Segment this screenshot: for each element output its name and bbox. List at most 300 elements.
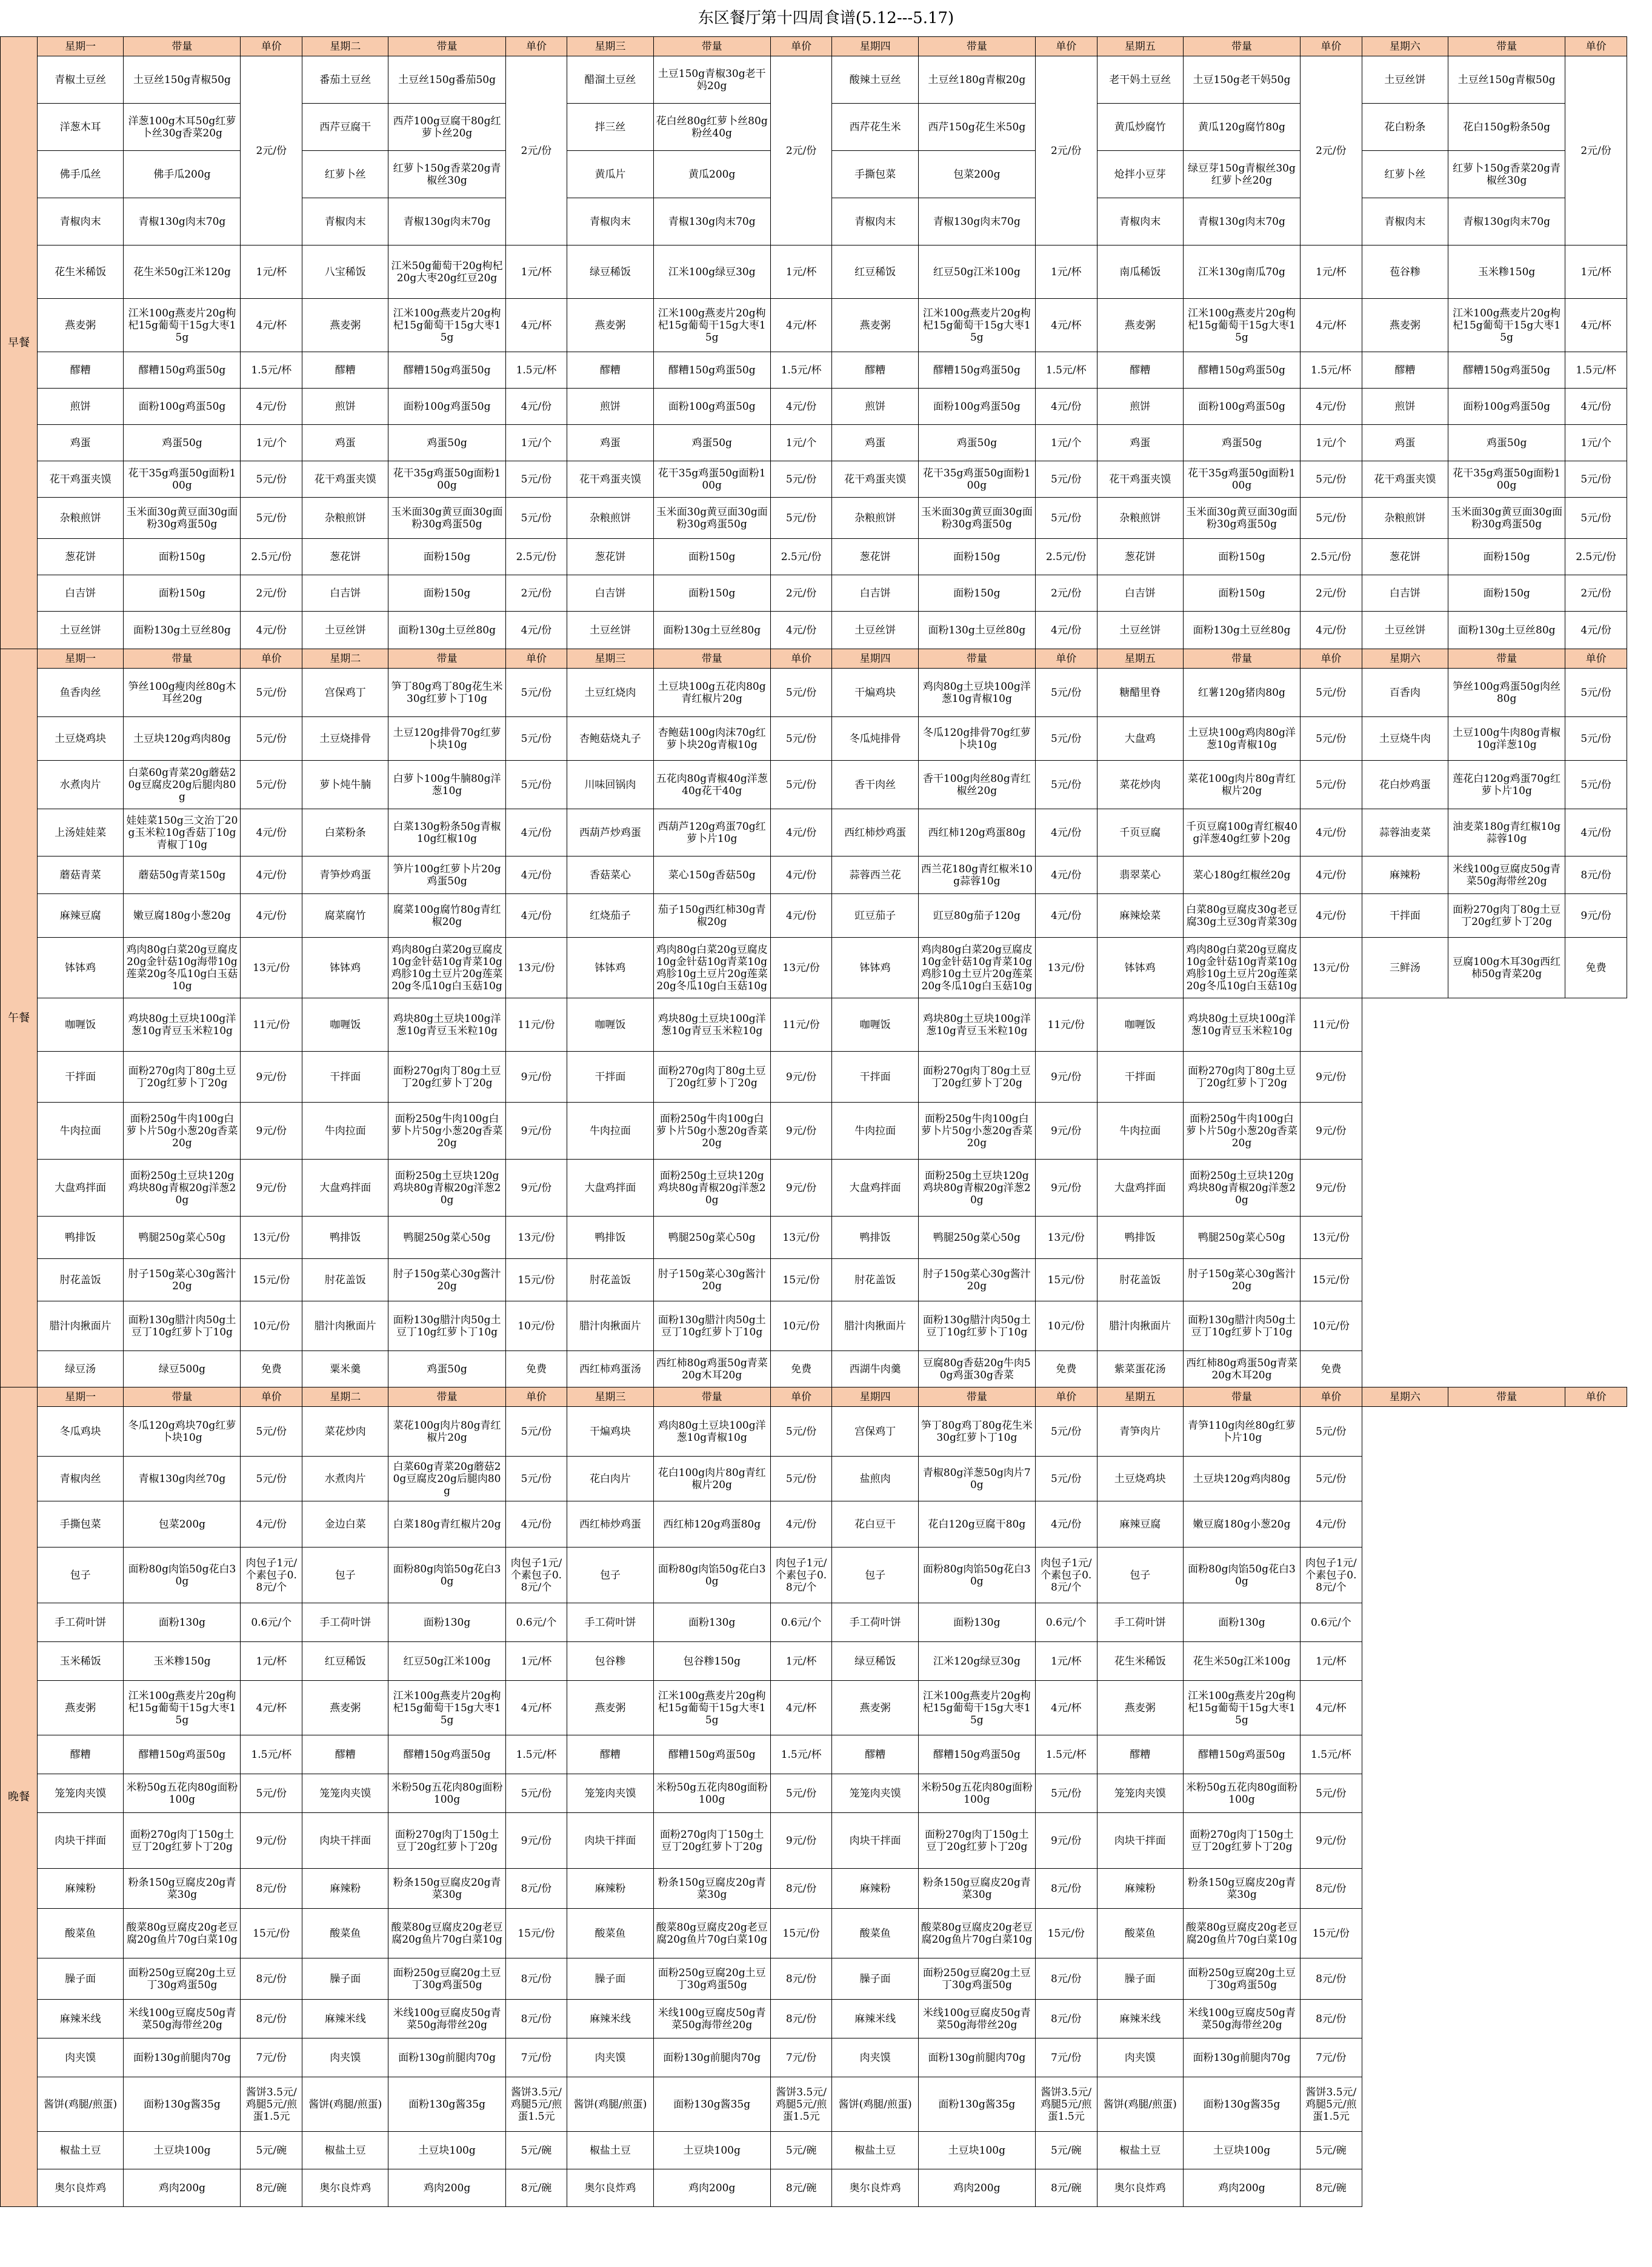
table-cell: 鸡蛋50g <box>388 1351 505 1387</box>
table-row <box>1 245 1627 299</box>
table-cell: 9元/份 <box>1035 1160 1097 1217</box>
table-cell: 醪糟150g鸡蛋50g <box>388 352 505 389</box>
column-header: 带量 <box>1183 37 1300 56</box>
table-cell: 9元/份 <box>1301 1813 1362 1869</box>
table-cell: 鸭排饭 <box>567 1217 653 1259</box>
table-cell: 4元/份 <box>770 809 832 856</box>
table-cell: 糖醋里脊 <box>1097 669 1183 717</box>
table-cell: 9元/份 <box>1301 1160 1362 1217</box>
table-cell: 面粉250g土豆块120g鸡块80g青椒20g洋葱20g <box>124 1160 241 1217</box>
table-cell: 手工荷叶饼 <box>567 1603 653 1642</box>
table-cell: 土豆烧排骨 <box>302 717 388 761</box>
table-cell: 冬瓜炖排骨 <box>832 717 918 761</box>
table-cell: 5元/份 <box>770 498 832 539</box>
table-cell: 5元/份 <box>770 1457 832 1501</box>
column-header: 带量 <box>388 37 505 56</box>
table-cell: 免费 <box>1565 938 1627 998</box>
table-cell: 13元/份 <box>1035 938 1097 998</box>
table-cell: 1元/杯 <box>1565 245 1627 299</box>
table-cell: 9元/份 <box>241 1160 302 1217</box>
table-cell: 干拌面 <box>1362 894 1448 938</box>
table-cell: 鱼香肉丝 <box>38 669 124 717</box>
table-cell: 酱饼3.5元/鸡腿5元/煎蛋1.5元 <box>241 2077 302 2132</box>
table-cell: 面粉130g <box>653 1603 770 1642</box>
table-cell: 葱花饼 <box>302 539 388 575</box>
table-cell: 2元/份 <box>1565 575 1627 612</box>
table-cell: 4元/份 <box>241 856 302 894</box>
table-cell: 15元/份 <box>241 1259 302 1301</box>
table-cell: 8元/份 <box>505 1869 567 1909</box>
table-cell: 麻辣粉 <box>302 1869 388 1909</box>
table-cell: 酱饼(鸡腿/煎蛋) <box>302 2077 388 2132</box>
table-cell: 1元/杯 <box>1035 245 1097 299</box>
table-cell: 手工荷叶饼 <box>832 1603 918 1642</box>
table-cell: 翡翠菜心 <box>1097 856 1183 894</box>
table-cell: 13元/份 <box>1301 1217 1362 1259</box>
column-header: 单价 <box>241 37 302 56</box>
table-cell: 杂粮煎饼 <box>1097 498 1183 539</box>
table-cell: 5元/份 <box>770 1407 832 1457</box>
table-cell: 醪糟 <box>832 1735 918 1774</box>
table-cell: 肉夹馍 <box>302 2038 388 2077</box>
table-cell: 麻辣粉 <box>1097 1869 1183 1909</box>
column-header: 单价 <box>505 649 567 669</box>
table-cell: 9元/份 <box>770 1160 832 1217</box>
table-cell: 0.6元/个 <box>505 1603 567 1642</box>
table-cell: 花白120g豆腐干80g <box>918 1501 1035 1548</box>
table-cell: 肉块干拌面 <box>1097 1813 1183 1869</box>
table-cell: 5元/份 <box>1035 1774 1097 1813</box>
table-cell: 紫菜蛋花汤 <box>1097 1351 1183 1387</box>
table-cell: 9元/份 <box>1035 1813 1097 1869</box>
table-cell: 肘子150g菜心30g酱汁20g <box>124 1259 241 1301</box>
table-cell: 宫保鸡丁 <box>832 1407 918 1457</box>
empty-cell <box>1362 998 1627 1351</box>
table-cell: 15元/份 <box>1035 1909 1097 1958</box>
table-cell: 佛手瓜丝 <box>38 151 124 198</box>
table-cell: 大盘鸡拌面 <box>302 1160 388 1217</box>
table-cell: 面粉250g牛肉100g白萝卜片50g小葱20g香菜20g <box>388 1103 505 1160</box>
table-cell: 青椒130g肉末70g <box>1448 198 1565 245</box>
table-cell: 干拌面 <box>567 1052 653 1103</box>
table-cell: 面粉270g肉丁80g土豆丁20g红萝卜丁20g <box>918 1052 1035 1103</box>
column-header: 星期五 <box>1097 1387 1183 1407</box>
table-cell: 燕麦粥 <box>38 299 124 352</box>
table-cell: 5元/碗 <box>505 2132 567 2169</box>
table-cell: 五花肉80g青椒40g洋葱40g花干40g <box>653 761 770 809</box>
table-cell: 4元/份 <box>1301 809 1362 856</box>
table-cell: 9元/份 <box>1565 894 1627 938</box>
table-cell: 醪糟150g鸡蛋50g <box>918 1735 1035 1774</box>
table-row <box>1 425 1627 461</box>
table-cell: 江米100g燕麦片20g枸杞15g葡萄干15g大枣15g <box>653 1681 770 1735</box>
table-cell: 红萝卜丝 <box>302 151 388 198</box>
table-cell: 鸭排饭 <box>832 1217 918 1259</box>
table-cell: 面粉130g土豆丝80g <box>1448 612 1565 649</box>
table-cell: 1元/个 <box>1035 425 1097 461</box>
table-cell: 椒盐土豆 <box>832 2132 918 2169</box>
table-cell: 鸭腿250g菜心50g <box>124 1217 241 1259</box>
table-cell: 面粉270g肉丁150g土豆丁20g红萝卜丁20g <box>653 1813 770 1869</box>
table-cell: 酸菜鱼 <box>38 1909 124 1958</box>
table-cell: 包谷糁 <box>567 1642 653 1681</box>
table-cell: 臊子面 <box>1097 1958 1183 2000</box>
table-cell: 包菜200g <box>918 151 1035 198</box>
table-cell: 八宝稀饭 <box>302 245 388 299</box>
table-cell: 鸡块80g土豆块100g洋葱10g青豆玉米粒10g <box>918 998 1035 1052</box>
table-cell: 8元/份 <box>505 1958 567 2000</box>
table-cell: 鸡蛋 <box>1362 425 1448 461</box>
table-cell: 洋葱木耳 <box>38 104 124 151</box>
table-cell: 鸡蛋50g <box>124 425 241 461</box>
table-cell: 面粉130g酱35g <box>388 2077 505 2132</box>
table-cell: 土豆块100g <box>124 2132 241 2169</box>
table-cell: 上汤娃娃菜 <box>38 809 124 856</box>
table-cell: 4元/杯 <box>241 1681 302 1735</box>
table-cell: 麻辣粉 <box>567 1869 653 1909</box>
table-cell: 肘花盖饭 <box>567 1259 653 1301</box>
table-cell: 腊汁肉揪面片 <box>567 1301 653 1351</box>
table-cell: 酸菜80g豆腐皮20g老豆腐20g鱼片70g白菜10g <box>1183 1909 1300 1958</box>
table-cell: 燕麦粥 <box>567 1681 653 1735</box>
table-cell: 5元/份 <box>1301 498 1362 539</box>
table-row <box>1 352 1627 389</box>
table-cell: 黄瓜200g <box>653 151 770 198</box>
table-cell: 0.6元/个 <box>241 1603 302 1642</box>
table-cell: 干拌面 <box>1097 1052 1183 1103</box>
table-cell: 绿豆稀饭 <box>567 245 653 299</box>
table-cell: 红豆50g江米100g <box>918 245 1035 299</box>
table-cell: 醪糟 <box>567 1735 653 1774</box>
table-cell: 醪糟150g鸡蛋50g <box>653 1735 770 1774</box>
table-row <box>1 299 1627 352</box>
table-cell: 玉米面30g黄豆面30g面粉30g鸡蛋50g <box>388 498 505 539</box>
table-cell: 花干35g鸡蛋50g面粉100g <box>918 461 1035 498</box>
column-header: 单价 <box>1035 37 1097 56</box>
table-cell: 白吉饼 <box>567 575 653 612</box>
table-cell: 酱饼3.5元/鸡腿5元/煎蛋1.5元 <box>505 2077 567 2132</box>
table-cell: 8元/碗 <box>770 2169 832 2207</box>
table-cell: 土豆块100g <box>918 2132 1035 2169</box>
table-cell: 西红柿120g鸡蛋80g <box>918 809 1035 856</box>
table-cell: 面粉100g鸡蛋50g <box>1183 389 1300 425</box>
table-cell: 10元/份 <box>1035 1301 1097 1351</box>
column-header: 单价 <box>1301 1387 1362 1407</box>
table-cell: 1元/杯 <box>505 245 567 299</box>
table-cell: 15元/份 <box>1301 1259 1362 1301</box>
table-cell: 面粉130g前腿肉70g <box>1183 2038 1300 2077</box>
table-cell: 1元/杯 <box>1035 1642 1097 1681</box>
table-cell: 花白丝80g红萝卜丝80g粉丝40g <box>653 104 770 151</box>
table-cell: 8元/份 <box>241 2000 302 2038</box>
table-cell: 玉米面30g黄豆面30g面粉30g鸡蛋50g <box>1183 498 1300 539</box>
table-cell: 面粉130g酱35g <box>124 2077 241 2132</box>
column-header: 单价 <box>1035 1387 1097 1407</box>
table-cell: 13元/份 <box>505 938 567 998</box>
table-cell: 土豆丝150g青椒50g <box>1448 56 1565 104</box>
table-cell: 鸭腿250g菜心50g <box>1183 1217 1300 1259</box>
table-cell: 白吉饼 <box>1362 575 1448 612</box>
table-cell: 鸡肉80g白菜20g豆腐皮10g金针菇10g青菜10g鸡胗10g土豆片20g莲菜20g冬瓜10g白玉菇10g <box>388 938 505 998</box>
table-cell: 土豆150g老干妈50g <box>1183 56 1300 104</box>
table-cell: 4元/份 <box>1035 809 1097 856</box>
table-cell: 肉夹馍 <box>38 2038 124 2077</box>
table-cell: 玉米稀饭 <box>38 1642 124 1681</box>
table-cell: 2元/份 <box>770 56 832 245</box>
table-cell: 杂粮煎饼 <box>38 498 124 539</box>
table-cell: 8元/份 <box>1035 2000 1097 2038</box>
table-cell: 醪糟 <box>38 352 124 389</box>
table-cell: 5元/份 <box>1301 1774 1362 1813</box>
table-cell: 酸菜80g豆腐皮20g老豆腐20g鱼片70g白菜10g <box>124 1909 241 1958</box>
table-cell: 米线100g豆腐皮50g青菜50g海带丝20g <box>918 2000 1035 2038</box>
table-cell: 椒盐土豆 <box>567 2132 653 2169</box>
table-cell: 包子 <box>567 1548 653 1603</box>
table-cell: 牛肉拉面 <box>567 1103 653 1160</box>
table-cell: 江米100g燕麦片20g枸杞15g葡萄干15g大枣15g <box>388 1681 505 1735</box>
table-cell: 免费 <box>1301 1351 1362 1387</box>
table-cell: 笼笼肉夹馍 <box>567 1774 653 1813</box>
table-cell: 5元/份 <box>770 1774 832 1813</box>
table-cell: 豆腐80g香菇20g牛肉50g鸡蛋30g香菜 <box>918 1351 1035 1387</box>
table-cell: 15元/份 <box>505 1259 567 1301</box>
table-cell: 8元/碗 <box>1301 2169 1362 2207</box>
table-cell: 青椒130g肉丝70g <box>124 1457 241 1501</box>
table-cell: 面粉130g <box>918 1603 1035 1642</box>
table-cell: 土豆丝180g青椒20g <box>918 56 1035 104</box>
table-cell: 绿豆汤 <box>38 1351 124 1387</box>
table-cell: 面粉150g <box>1183 539 1300 575</box>
table-cell: 面粉250g土豆块120g鸡块80g青椒20g洋葱20g <box>918 1160 1035 1217</box>
table-cell: 5元/份 <box>1035 669 1097 717</box>
table-cell: 青椒肉末 <box>38 198 124 245</box>
table-cell: 笼笼肉夹馍 <box>38 1774 124 1813</box>
table-cell: 4元/份 <box>770 1501 832 1548</box>
table-cell: 醪糟 <box>302 1735 388 1774</box>
table-cell: 老干妈土豆丝 <box>1097 56 1183 104</box>
table-cell: 鸡块80g土豆块100g洋葱10g青豆玉米粒10g <box>1183 998 1300 1052</box>
table-cell: 2元/份 <box>505 575 567 612</box>
table-cell: 麻辣米线 <box>38 2000 124 2038</box>
table-cell: 江米100g燕麦片20g枸杞15g葡萄干15g大枣15g <box>1183 299 1300 352</box>
table-cell: 菜心150g香菇50g <box>653 856 770 894</box>
table-cell: 鸭腿250g菜心50g <box>918 1217 1035 1259</box>
table-cell: 4元/份 <box>1035 1501 1097 1548</box>
table-cell: 1.5元/杯 <box>1301 352 1362 389</box>
table-cell: 西红柿80g鸡蛋50g青菜20g木耳20g <box>653 1351 770 1387</box>
table-cell: 白菜粉条 <box>302 809 388 856</box>
table-cell: 手工荷叶饼 <box>302 1603 388 1642</box>
table-cell: 麻辣粉 <box>38 1869 124 1909</box>
table-cell: 1元/杯 <box>770 1642 832 1681</box>
table-cell: 花白肉片 <box>567 1457 653 1501</box>
table-cell: 8元/份 <box>1035 1869 1097 1909</box>
table-cell: 花生米50g江米120g <box>124 245 241 299</box>
table-cell: 豇豆茄子 <box>832 894 918 938</box>
table-cell: 面粉130g土豆丝80g <box>1183 612 1300 649</box>
table-cell: 手撕包菜 <box>38 1501 124 1548</box>
table-cell: 蒜蓉西兰花 <box>832 856 918 894</box>
column-header: 带量 <box>653 649 770 669</box>
table-cell: 青椒130g肉末70g <box>388 198 505 245</box>
table-cell: 肘子150g菜心30g酱汁20g <box>653 1259 770 1301</box>
table-cell: 绿豆稀饭 <box>832 1642 918 1681</box>
table-cell: 千页豆腐 <box>1097 809 1183 856</box>
table-cell: 红豆50g江米100g <box>388 1642 505 1681</box>
table-cell: 嫩豆腐180g小葱20g <box>1183 1501 1300 1548</box>
table-cell: 牛肉拉面 <box>1097 1103 1183 1160</box>
table-cell: 杂粮煎饼 <box>1362 498 1448 539</box>
table-cell: 13元/份 <box>770 938 832 998</box>
table-cell: 面粉80g肉馅50g花白30g <box>124 1548 241 1603</box>
column-header: 带量 <box>1448 1387 1565 1407</box>
table-cell: 土豆块100g <box>388 2132 505 2169</box>
table-cell: 笋丁80g鸡丁80g花生米30g红萝卜丁10g <box>918 1407 1035 1457</box>
table-cell: 面粉250g牛肉100g白萝卜片50g小葱20g香菜20g <box>653 1103 770 1160</box>
table-cell: 10元/份 <box>505 1301 567 1351</box>
table-cell: 川味回锅肉 <box>567 761 653 809</box>
table-cell: 盐煎肉 <box>832 1457 918 1501</box>
table-cell: 花生米稀饭 <box>1097 1642 1183 1681</box>
table-cell: 面粉130g腊汁肉50g土豆丁10g红萝卜丁10g <box>918 1301 1035 1351</box>
table-cell: 土豆烧鸡块 <box>38 717 124 761</box>
table-cell: 香干肉丝 <box>832 761 918 809</box>
table-cell: 酸菜80g豆腐皮20g老豆腐20g鱼片70g白菜10g <box>388 1909 505 1958</box>
table-cell: 黄瓜片 <box>567 151 653 198</box>
table-cell: 菜花100g肉片80g青红椒片20g <box>388 1407 505 1457</box>
table-cell: 鸡肉200g <box>1183 2169 1300 2207</box>
table-cell: 燕麦粥 <box>1097 299 1183 352</box>
table-cell: 奥尔良炸鸡 <box>302 2169 388 2207</box>
table-cell: 4元/杯 <box>1035 299 1097 352</box>
table-cell: 腐菜腐竹 <box>302 894 388 938</box>
table-cell: 面粉100g鸡蛋50g <box>124 389 241 425</box>
table-row <box>1 56 1627 104</box>
table-cell: 5元/份 <box>241 669 302 717</box>
table-cell: 白吉饼 <box>1097 575 1183 612</box>
table-cell: 醪糟 <box>1097 1735 1183 1774</box>
table-cell: 钵钵鸡 <box>832 938 918 998</box>
table-cell: 15元/份 <box>1035 1259 1097 1301</box>
table-row <box>1 894 1627 938</box>
table-cell: 鸭排饭 <box>302 1217 388 1259</box>
table-cell: 咖喱饭 <box>1097 998 1183 1052</box>
table-cell: 11元/份 <box>1301 998 1362 1052</box>
table-cell: 肘花盖饭 <box>302 1259 388 1301</box>
column-header: 星期四 <box>832 1387 918 1407</box>
table-cell: 粉条150g豆腐皮20g青菜30g <box>918 1869 1035 1909</box>
column-header: 单价 <box>241 1387 302 1407</box>
table-cell: 白菜180g青红椒片20g <box>388 1501 505 1548</box>
table-cell: 花干35g鸡蛋50g面粉100g <box>124 461 241 498</box>
table-row <box>1 856 1627 894</box>
table-cell: 5元/碗 <box>241 2132 302 2169</box>
table-cell: 米线100g豆腐皮50g青菜50g海带丝20g <box>1448 856 1565 894</box>
table-cell: 8元/份 <box>1301 1869 1362 1909</box>
table-cell: 白菜60g青菜20g蘑菇20g豆腐皮20g后腿肉80g <box>124 761 241 809</box>
table-cell: 1.5元/杯 <box>1301 1735 1362 1774</box>
table-cell: 肉块干拌面 <box>302 1813 388 1869</box>
table-cell: 鸡蛋50g <box>1183 425 1300 461</box>
table-cell: 金边白菜 <box>302 1501 388 1548</box>
table-cell: 米线100g豆腐皮50g青菜50g海带丝20g <box>1183 2000 1300 2038</box>
table-cell: 江米50g葡萄干20g枸杞20g大枣20g红豆20g <box>388 245 505 299</box>
table-cell: 11元/份 <box>1035 998 1097 1052</box>
table-cell: 肉块干拌面 <box>567 1813 653 1869</box>
table-cell: 13元/份 <box>505 1217 567 1259</box>
table-cell: 白菜130g粉条50g青椒10g红椒10g <box>388 809 505 856</box>
table-cell: 宫保鸡丁 <box>302 669 388 717</box>
table-cell: 香干100g肉丝80g青红椒丝20g <box>918 761 1035 809</box>
table-cell: 面粉150g <box>124 575 241 612</box>
table-cell: 土豆丝饼 <box>832 612 918 649</box>
table-cell: 香菇菜心 <box>567 856 653 894</box>
table-cell: 笋片100g红萝卜片20g鸡蛋50g <box>388 856 505 894</box>
table-cell: 茄子150g西红柿30g青椒20g <box>653 894 770 938</box>
table-cell: 5元/份 <box>505 1457 567 1501</box>
column-header: 星期一 <box>38 649 124 669</box>
table-cell: 面粉130g土豆丝80g <box>918 612 1035 649</box>
table-cell: 鸡肉80g白菜20g豆腐皮20g金针菇10g海带10g莲菜20g冬瓜10g白玉菇10g <box>124 938 241 998</box>
table-cell: 面粉80g肉馅50g花白30g <box>1183 1548 1300 1603</box>
table-cell: 米粉50g五花肉80g面粉100g <box>124 1774 241 1813</box>
table-cell: 牛肉拉面 <box>38 1103 124 1160</box>
column-header: 带量 <box>1448 649 1565 669</box>
table-cell: 花白150g粉条50g <box>1448 104 1565 151</box>
meal-label: 午餐 <box>1 649 38 1387</box>
table-cell: 椒盐土豆 <box>302 2132 388 2169</box>
column-header: 星期六 <box>1362 37 1448 56</box>
table-cell: 酱饼(鸡腿/煎蛋) <box>567 2077 653 2132</box>
table-cell: 粟米羹 <box>302 1351 388 1387</box>
table-cell: 面粉250g土豆块120g鸡块80g青椒20g洋葱20g <box>1183 1160 1300 1217</box>
table-cell: 面粉250g豆腐20g土豆丁30g鸡蛋50g <box>1183 1958 1300 2000</box>
table-cell: 肘子150g菜心30g酱汁20g <box>388 1259 505 1301</box>
table-row <box>1 998 1627 1052</box>
table-cell: 花生米稀饭 <box>38 245 124 299</box>
table-cell: 包子 <box>302 1548 388 1603</box>
table-cell: 牛肉拉面 <box>302 1103 388 1160</box>
table-cell: 番茄土豆丝 <box>302 56 388 104</box>
table-cell: 土豆丝饼 <box>567 612 653 649</box>
table-cell: 8元/份 <box>770 1869 832 1909</box>
table-cell: 免费 <box>770 1351 832 1387</box>
table-cell: 面粉80g肉馅50g花白30g <box>918 1548 1035 1603</box>
table-cell: 土豆丝150g青椒50g <box>124 56 241 104</box>
table-cell: 1元/个 <box>1301 425 1362 461</box>
table-cell: 面粉100g鸡蛋50g <box>918 389 1035 425</box>
table-cell: 菜心180g红椒丝20g <box>1183 856 1300 894</box>
table-cell: 西兰花180g青红椒米10g蒜蓉10g <box>918 856 1035 894</box>
table-cell: 5元/份 <box>1301 1457 1362 1501</box>
table-cell: 2元/份 <box>1565 56 1627 245</box>
table-cell: 5元/份 <box>505 498 567 539</box>
table-cell: 4元/份 <box>1301 389 1362 425</box>
table-cell: 笼笼肉夹馍 <box>1097 1774 1183 1813</box>
table-cell: 5元/份 <box>1035 498 1097 539</box>
table-cell: 西芹150g花生米50g <box>918 104 1035 151</box>
table-cell: 麻辣米线 <box>567 2000 653 2038</box>
table-cell: 10元/份 <box>241 1301 302 1351</box>
table-cell: 麻辣米线 <box>302 2000 388 2038</box>
table-cell: 奥尔良炸鸡 <box>567 2169 653 2207</box>
table-cell: 花干鸡蛋夹馍 <box>1097 461 1183 498</box>
table-cell: 8元/份 <box>1301 2000 1362 2038</box>
table-cell: 西红柿炒鸡蛋 <box>832 809 918 856</box>
table-cell: 5元/份 <box>1035 1457 1097 1501</box>
table-cell: 花干35g鸡蛋50g面粉100g <box>1448 461 1565 498</box>
table-cell: 花干35g鸡蛋50g面粉100g <box>1183 461 1300 498</box>
